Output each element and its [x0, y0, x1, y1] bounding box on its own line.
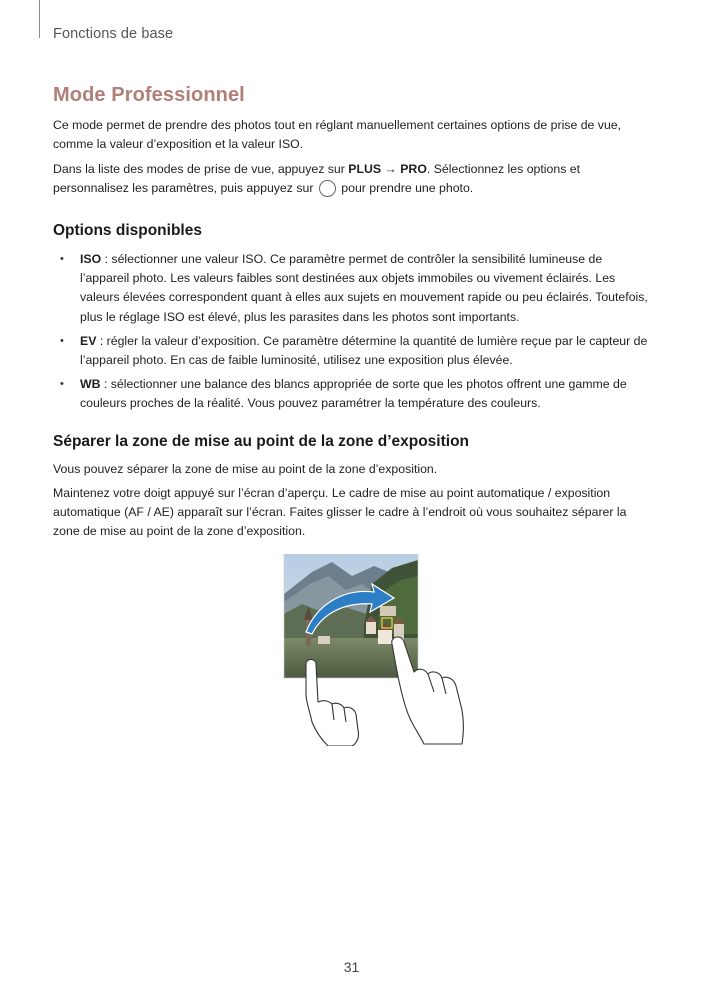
bullet-icon: • [60, 378, 64, 391]
option-term: EV [80, 333, 97, 348]
option-item-ev [53, 332, 653, 370]
options-list [53, 250, 653, 414]
illustration-svg [282, 554, 472, 746]
intro-paragraph-2 [53, 160, 653, 198]
separate-paragraph-2: Maintenez votre doigt appuyé sur l’écran d’aperçu. Le cadre de mise au point automatique / exposition automatique (AF / AE) apparaît sur l’écran. Faites glisser le cadre à l’endroit où vous souhaitez séparer la zone de mise au point de la zone d’exposition. [53, 485, 627, 538]
intro-paragraph-1: Ce mode permet de prendre des photos tout en réglant manuellement certaines options de prise de vue, comme la valeur d’exposition et la valeur ISO. [53, 118, 622, 151]
pro-label: PRO [400, 162, 427, 176]
intro-text-before: Dans la liste des modes de prise de vue, appuyez sur [53, 162, 349, 176]
option-description: : sélectionner une balance des blancs appropriée de sorte que les photos offrent une gamme de couleurs proches de la réalité. Vous pouvez paramétrer la température des couleurs. [80, 377, 627, 411]
bullet-icon: • [60, 253, 64, 265]
option-item-iso [53, 250, 653, 327]
option-term: WB [80, 377, 101, 392]
page-corner-line [39, 0, 40, 38]
intro-text-middle: . Sélectionnez les options et personnalisez les paramètres, puis appuyez sur [53, 162, 581, 195]
bullet-icon: • [60, 334, 64, 347]
right-finger-icon [392, 637, 464, 744]
separate-heading: Séparer la zone de mise au point de la zone d’exposition [53, 432, 470, 450]
plus-label: PLUS [348, 162, 382, 176]
page-number: 31 [343, 959, 360, 975]
arrow-symbol: → [381, 162, 401, 176]
option-item-wb [53, 375, 653, 413]
intro-text-after: pour prendre une photo. [337, 181, 474, 195]
page-title: Mode Professionnel [53, 84, 245, 106]
option-description: : régler la valeur d’exposition. Ce paramètre détermine la quantité de lumière reçue par le capteur de l’appareil photo. En cas de faible luminosité, utilisez une exposition plus élevée. [80, 333, 648, 368]
section-header: Fonctions de base [53, 26, 174, 42]
option-description: : sélectionner une valeur ISO. Ce paramètre permet de contrôler la sensibilité lumineuse de l’appareil photo. Les valeurs faibles sont destinées aux objets immobiles ou vivement éclairés. Les valeurs élevées correspondent quant à elles aux sujets en mouvement rapide ou peu éclairés. Toutefois, plus le réglage ISO est élevé, plus les parasites dans les photos sont importants. [80, 252, 648, 324]
illustration-drag-af-ae [282, 554, 472, 746]
separate-paragraph-1: Vous pouvez séparer la zone de mise au point de la zone d’exposition. [53, 461, 438, 476]
options-heading: Options disponibles [53, 222, 202, 239]
page-content [53, 82, 653, 541]
option-term: ISO [80, 252, 102, 266]
shutter-button-icon [319, 180, 336, 197]
